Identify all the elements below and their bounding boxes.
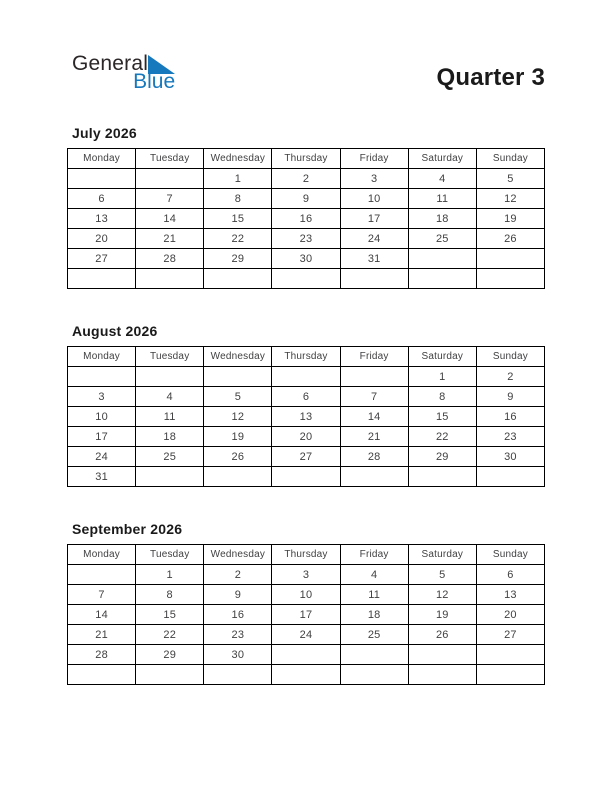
day-cell: 21 (340, 427, 408, 447)
day-cell: 26 (204, 447, 272, 467)
weekday-header: Thursday (272, 347, 340, 367)
empty-day-cell (68, 665, 136, 685)
week-row (68, 269, 545, 289)
empty-day-cell (136, 269, 204, 289)
empty-day-cell (272, 269, 340, 289)
month-title: July 2026 (72, 125, 137, 141)
month-table-body (68, 565, 545, 685)
empty-day-cell (408, 665, 476, 685)
empty-day-cell (272, 467, 340, 487)
empty-day-cell (204, 367, 272, 387)
weekday-header: Monday (68, 545, 136, 565)
day-cell: 8 (136, 585, 204, 605)
day-cell: 7 (340, 387, 408, 407)
month-section (67, 125, 545, 289)
day-cell: 3 (272, 565, 340, 585)
day-cell: 10 (272, 585, 340, 605)
weekday-header: Tuesday (136, 149, 204, 169)
empty-day-cell (272, 645, 340, 665)
day-cell: 9 (204, 585, 272, 605)
week-row (68, 427, 545, 447)
month-title: September 2026 (72, 521, 183, 537)
day-cell: 23 (204, 625, 272, 645)
day-cell: 14 (340, 407, 408, 427)
weekday-header-row (68, 347, 545, 367)
weekday-header: Sunday (476, 545, 544, 565)
day-cell: 14 (68, 605, 136, 625)
weekday-header: Thursday (272, 545, 340, 565)
week-row (68, 447, 545, 467)
day-cell: 4 (408, 169, 476, 189)
day-cell: 16 (476, 407, 544, 427)
day-cell: 24 (68, 447, 136, 467)
day-cell: 28 (340, 447, 408, 467)
week-row (68, 407, 545, 427)
empty-day-cell (340, 665, 408, 685)
empty-day-cell (408, 269, 476, 289)
day-cell: 19 (408, 605, 476, 625)
day-cell: 7 (68, 585, 136, 605)
page-title: Quarter 3 (436, 64, 545, 91)
empty-day-cell (68, 367, 136, 387)
day-cell: 5 (204, 387, 272, 407)
weekday-header: Wednesday (204, 347, 272, 367)
day-cell: 18 (408, 209, 476, 229)
day-cell: 8 (204, 189, 272, 209)
day-cell: 2 (272, 169, 340, 189)
month-table (67, 346, 545, 487)
week-row (68, 585, 545, 605)
month-table-body (68, 169, 545, 289)
logo-text-general: General (72, 52, 149, 75)
day-cell: 1 (204, 169, 272, 189)
empty-day-cell (204, 665, 272, 685)
day-cell: 11 (136, 407, 204, 427)
months-container (67, 125, 545, 685)
empty-day-cell (476, 249, 544, 269)
empty-day-cell (408, 249, 476, 269)
empty-day-cell (68, 565, 136, 585)
empty-day-cell (68, 169, 136, 189)
day-cell: 6 (272, 387, 340, 407)
day-cell: 28 (136, 249, 204, 269)
empty-day-cell (408, 467, 476, 487)
day-cell: 6 (476, 565, 544, 585)
week-row (68, 189, 545, 209)
day-cell: 27 (272, 447, 340, 467)
empty-day-cell (136, 467, 204, 487)
day-cell: 5 (476, 169, 544, 189)
empty-day-cell (340, 367, 408, 387)
day-cell: 6 (68, 189, 136, 209)
day-cell: 15 (204, 209, 272, 229)
week-row (68, 249, 545, 269)
day-cell: 3 (340, 169, 408, 189)
day-cell: 13 (476, 585, 544, 605)
day-cell: 12 (204, 407, 272, 427)
week-row (68, 605, 545, 625)
day-cell: 2 (476, 367, 544, 387)
empty-day-cell (476, 645, 544, 665)
weekday-header-row (68, 545, 545, 565)
month-table-body (68, 367, 545, 487)
day-cell: 29 (136, 645, 204, 665)
day-cell: 19 (476, 209, 544, 229)
day-cell: 25 (136, 447, 204, 467)
day-cell: 30 (272, 249, 340, 269)
month-section (67, 521, 545, 685)
day-cell: 12 (408, 585, 476, 605)
day-cell: 24 (272, 625, 340, 645)
week-row (68, 665, 545, 685)
day-cell: 17 (272, 605, 340, 625)
day-cell: 21 (136, 229, 204, 249)
week-row (68, 467, 545, 487)
empty-day-cell (272, 367, 340, 387)
weekday-header: Saturday (408, 347, 476, 367)
day-cell: 24 (340, 229, 408, 249)
day-cell: 10 (68, 407, 136, 427)
empty-day-cell (476, 467, 544, 487)
weekday-header: Friday (340, 545, 408, 565)
day-cell: 9 (476, 387, 544, 407)
week-row (68, 625, 545, 645)
day-cell: 22 (204, 229, 272, 249)
day-cell: 26 (408, 625, 476, 645)
weekday-header: Sunday (476, 149, 544, 169)
weekday-header: Friday (340, 149, 408, 169)
weekday-header: Wednesday (204, 149, 272, 169)
weekday-header: Monday (68, 149, 136, 169)
day-cell: 11 (408, 189, 476, 209)
day-cell: 30 (476, 447, 544, 467)
weekday-header: Friday (340, 347, 408, 367)
day-cell: 19 (204, 427, 272, 447)
week-row (68, 169, 545, 189)
weekday-header-row (68, 149, 545, 169)
day-cell: 7 (136, 189, 204, 209)
month-table (67, 544, 545, 685)
day-cell: 30 (204, 645, 272, 665)
weekday-header: Wednesday (204, 545, 272, 565)
day-cell: 12 (476, 189, 544, 209)
day-cell: 26 (476, 229, 544, 249)
weekday-header: Tuesday (136, 545, 204, 565)
day-cell: 15 (408, 407, 476, 427)
day-cell: 25 (408, 229, 476, 249)
page-header (67, 53, 545, 101)
day-cell: 14 (136, 209, 204, 229)
day-cell: 13 (272, 407, 340, 427)
day-cell: 28 (68, 645, 136, 665)
day-cell: 18 (136, 427, 204, 447)
day-cell: 11 (340, 585, 408, 605)
day-cell: 29 (408, 447, 476, 467)
empty-day-cell (476, 665, 544, 685)
weekday-header: Saturday (408, 545, 476, 565)
empty-day-cell (340, 645, 408, 665)
weekday-header: Tuesday (136, 347, 204, 367)
day-cell: 5 (408, 565, 476, 585)
day-cell: 8 (408, 387, 476, 407)
day-cell: 23 (272, 229, 340, 249)
day-cell: 16 (204, 605, 272, 625)
day-cell: 21 (68, 625, 136, 645)
day-cell: 1 (136, 565, 204, 585)
week-row (68, 565, 545, 585)
general-blue-logo (72, 53, 175, 91)
empty-day-cell (204, 269, 272, 289)
empty-day-cell (136, 367, 204, 387)
weekday-header: Thursday (272, 149, 340, 169)
day-cell: 25 (340, 625, 408, 645)
logo-text-blue: Blue (133, 70, 176, 93)
empty-day-cell (340, 269, 408, 289)
day-cell: 27 (476, 625, 544, 645)
day-cell: 1 (408, 367, 476, 387)
day-cell: 20 (68, 229, 136, 249)
week-row (68, 367, 545, 387)
day-cell: 22 (136, 625, 204, 645)
day-cell: 18 (340, 605, 408, 625)
day-cell: 17 (340, 209, 408, 229)
empty-day-cell (408, 645, 476, 665)
day-cell: 9 (272, 189, 340, 209)
day-cell: 17 (68, 427, 136, 447)
day-cell: 15 (136, 605, 204, 625)
day-cell: 13 (68, 209, 136, 229)
day-cell: 4 (340, 565, 408, 585)
weekday-header: Sunday (476, 347, 544, 367)
day-cell: 20 (272, 427, 340, 447)
month-table (67, 148, 545, 289)
empty-day-cell (68, 269, 136, 289)
day-cell: 22 (408, 427, 476, 447)
empty-day-cell (136, 169, 204, 189)
week-row (68, 387, 545, 407)
day-cell: 27 (68, 249, 136, 269)
day-cell: 31 (340, 249, 408, 269)
day-cell: 29 (204, 249, 272, 269)
day-cell: 4 (136, 387, 204, 407)
empty-day-cell (340, 467, 408, 487)
week-row (68, 209, 545, 229)
week-row (68, 645, 545, 665)
month-title: August 2026 (72, 323, 158, 339)
day-cell: 23 (476, 427, 544, 447)
day-cell: 16 (272, 209, 340, 229)
empty-day-cell (136, 665, 204, 685)
day-cell: 20 (476, 605, 544, 625)
weekday-header: Saturday (408, 149, 476, 169)
week-row (68, 229, 545, 249)
day-cell: 10 (340, 189, 408, 209)
weekday-header: Monday (68, 347, 136, 367)
day-cell: 3 (68, 387, 136, 407)
day-cell: 2 (204, 565, 272, 585)
day-cell: 31 (68, 467, 136, 487)
empty-day-cell (204, 467, 272, 487)
month-section (67, 323, 545, 487)
empty-day-cell (476, 269, 544, 289)
empty-day-cell (272, 665, 340, 685)
